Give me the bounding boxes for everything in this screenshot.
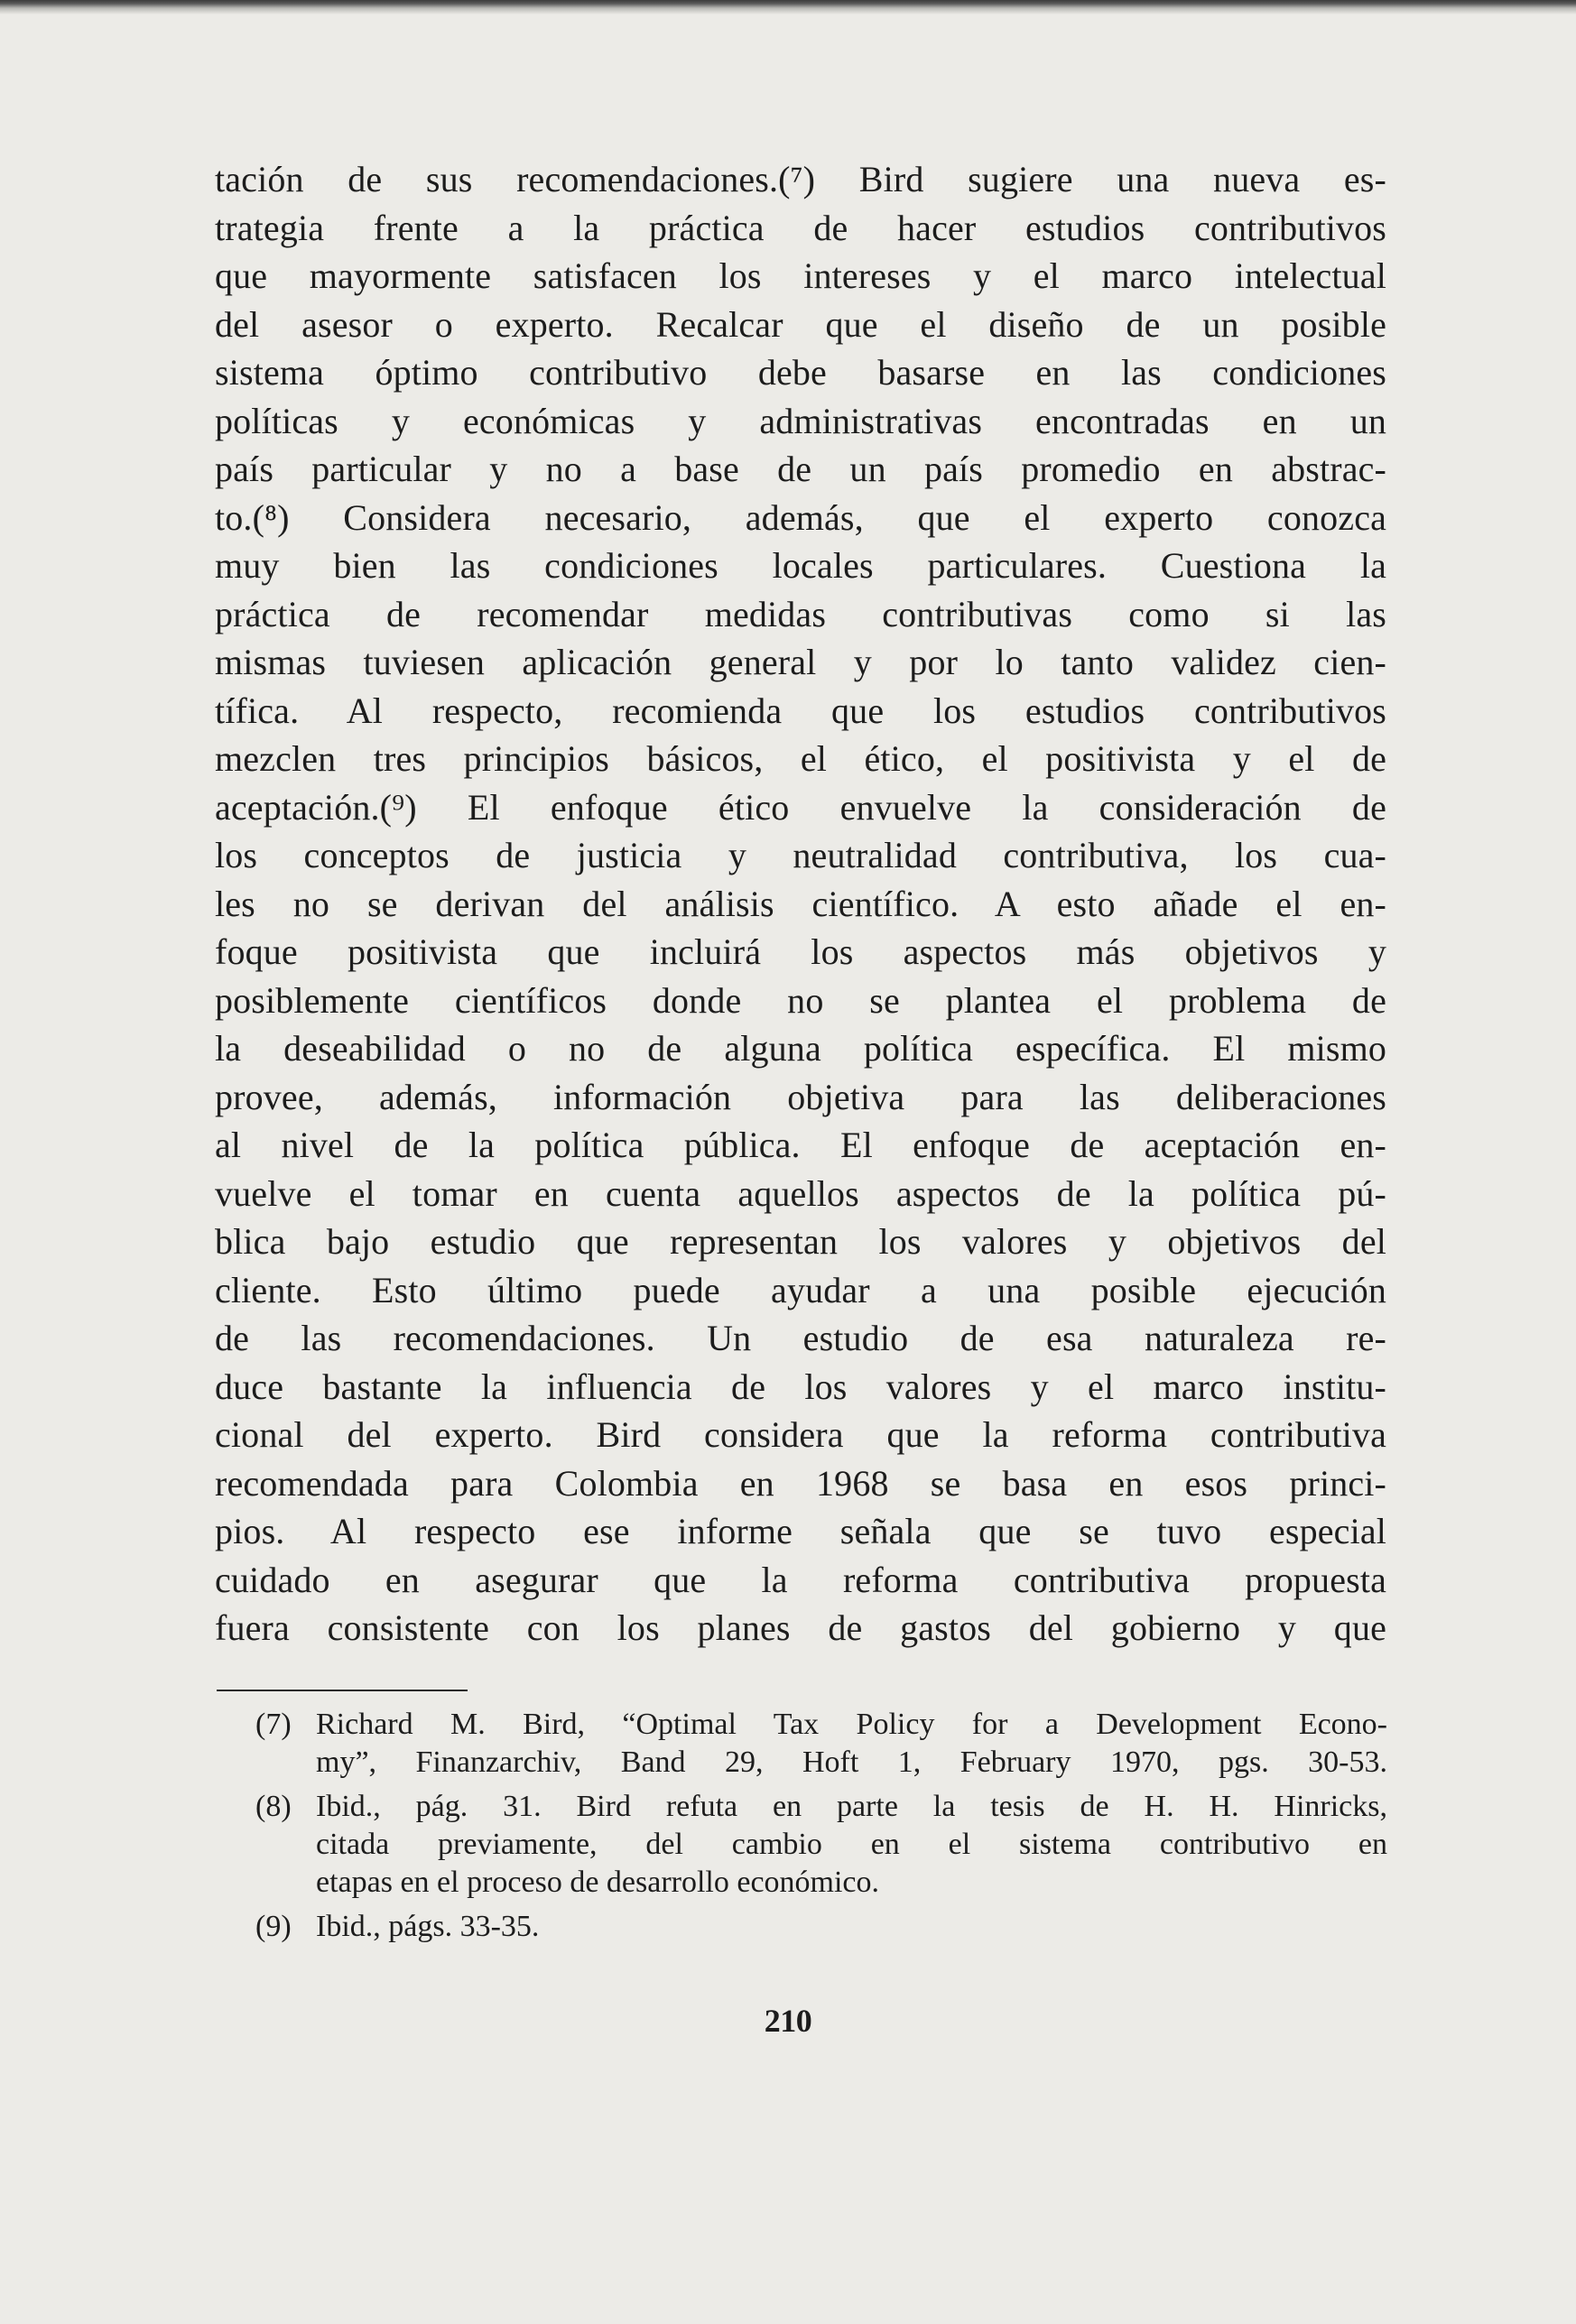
body-line: al nivel de la política pública. El enfoque de aceptación en- [215, 1125, 1386, 1165]
footnote-7 [255, 1706, 1387, 1782]
body-line: práctica de recomendar medidas contributivas como si las [215, 593, 1386, 634]
body-line: cuidado en asegurar que la reforma contributiva propuesta [215, 1559, 1386, 1600]
footnote-text [316, 1706, 1387, 1782]
footnote-separator [217, 1690, 468, 1691]
footnote-number: (8) [255, 1790, 292, 1823]
body-line: pios. Al respecto ese informe señala que se tuvo especial [215, 1511, 1386, 1551]
footnote-text [316, 1908, 1387, 1946]
footnote-8 [255, 1788, 1387, 1902]
body-line: aceptación.(⁹) El enfoque ético envuelve la consideración de [215, 786, 1386, 828]
body-line: tación de sus recomendaciones.(⁷) Bird sugiere una nueva es- [215, 159, 1386, 199]
body-text [215, 155, 1386, 1653]
body-line: país particular y no a base de un país promedio en abstrac- [215, 449, 1386, 489]
body-line: les no se derivan del análisis científico. A esto añade el en- [215, 883, 1386, 924]
footnote-line: Ibid., págs. 33-35. [316, 1910, 540, 1943]
body-line: políticas y económicas y administrativas encontradas en un [215, 400, 1386, 441]
footnote-number: (7) [255, 1708, 292, 1741]
body-line: sistema óptimo contributivo debe basarse en las condiciones [215, 352, 1386, 393]
body-line: provee, además, información objetiva para las deliberaciones [215, 1076, 1386, 1117]
body-line: muy bien las condiciones locales particulares. Cuestiona la [215, 545, 1386, 586]
body-line: to.(⁸) Considera necesario, además, que el experto conozca [215, 496, 1386, 538]
body-line: recomendada para Colombia en 1968 se basa en esos princi- [215, 1462, 1386, 1504]
body-line: tífica. Al respecto, recomienda que los estudios contributivos [215, 690, 1386, 731]
body-line: mezclen tres principios básicos, el ético, el positivista y el de [215, 738, 1386, 779]
footnote-number: (9) [255, 1910, 292, 1943]
body-line: foque positivista que incluirá los aspectos más objetivos y [215, 931, 1386, 972]
footnote-9 [255, 1908, 1387, 1946]
body-line: cional del experto. Bird considera que la reforma contributiva [215, 1414, 1386, 1455]
footnotes [255, 1706, 1387, 1952]
page-number: 210 [764, 2003, 812, 2039]
footnote-line: citada previamente, del cambio en el sistema contributivo en [316, 1828, 1387, 1861]
body-line: duce bastante la influencia de los valores y el marco institu- [215, 1366, 1386, 1407]
body-line: los conceptos de justicia y neutralidad contributiva, los cua- [215, 835, 1386, 875]
footnote-text [316, 1788, 1387, 1902]
body-line: trategia frente a la práctica de hacer estudios contributivos [215, 207, 1386, 248]
body-line: cliente. Esto último puede ayudar a una posible ejecución [215, 1269, 1386, 1310]
body-line: mismas tuviesen aplicación general y por lo tanto validez cien- [215, 642, 1386, 682]
footnote-line: Richard M. Bird, “Optimal Tax Policy for a Development Econo- [316, 1708, 1387, 1741]
body-line: fuera consistente con los planes de gastos del gobierno y que [215, 1607, 1386, 1648]
footnote-line: Ibid., pág. 31. Bird refuta en parte la tesis de H. H. Hinricks, [316, 1790, 1387, 1823]
body-line: del asesor o experto. Recalcar que el diseño de un posible [215, 303, 1386, 345]
body-line: blica bajo estudio que representan los valores y objetivos del [215, 1221, 1386, 1262]
body-line: que mayormente satisfacen los intereses y el marco intelectual [215, 255, 1386, 296]
footnote-line: etapas en el proceso de desarrollo económico. [316, 1866, 880, 1899]
footnote-line: my”, Finanzarchiv, Band 29, Hoft 1, February 1970, pgs. 30-53. [316, 1745, 1387, 1779]
body-line: vuelve el tomar en cuenta aquellos aspectos de la política pú- [215, 1172, 1386, 1214]
body-line: posiblemente científicos donde no se plantea el problema de [215, 979, 1386, 1021]
body-line: de las recomendaciones. Un estudio de esa naturaleza re- [215, 1318, 1386, 1358]
body-line: la deseabilidad o no de alguna política específica. El mismo [215, 1028, 1386, 1069]
